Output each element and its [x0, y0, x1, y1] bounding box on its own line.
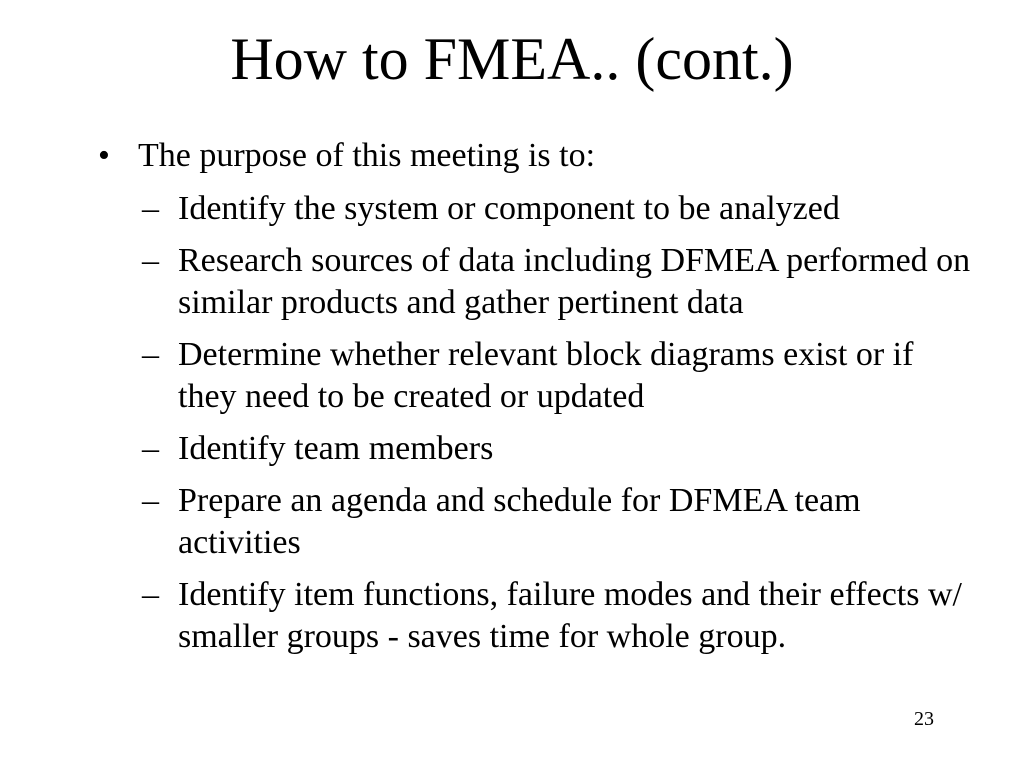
- sub-bullet-item: [142, 334, 972, 418]
- slide-title: How to FMEA.. (cont.): [230, 26, 794, 92]
- sub-bullet-list: [142, 188, 972, 668]
- main-bullet-text: The purpose of this meeting is to:: [138, 137, 596, 174]
- dash-icon: –: [142, 242, 159, 279]
- sub-bullet-text: Determine whether relevant block diagrams exist or if they need to be created or updated: [178, 336, 914, 415]
- sub-bullet-item: [142, 480, 972, 564]
- dash-icon: –: [142, 430, 159, 467]
- dash-icon: –: [142, 336, 159, 373]
- dash-icon: –: [142, 482, 159, 519]
- sub-bullet-item: [142, 188, 972, 230]
- sub-bullet-text: Identify item functions, failure modes and their effects w/ smaller groups - saves time for whole group.: [178, 576, 962, 655]
- sub-bullet-text: Prepare an agenda and schedule for DFMEA team activities: [178, 482, 861, 561]
- sub-bullet-item: [142, 428, 972, 470]
- dash-icon: –: [142, 576, 159, 613]
- sub-bullet-text: Research sources of data including DFMEA performed on similar products and gather pertinent data: [178, 242, 971, 321]
- sub-bullet-text: Identify team members: [178, 430, 494, 467]
- page-number: 23: [914, 708, 934, 730]
- dash-icon: –: [142, 190, 159, 227]
- sub-bullet-text: Identify the system or component to be analyzed: [178, 190, 840, 227]
- sub-bullet-item: [142, 240, 972, 324]
- sub-bullet-item: [142, 574, 972, 658]
- bullet-icon: •: [98, 137, 110, 174]
